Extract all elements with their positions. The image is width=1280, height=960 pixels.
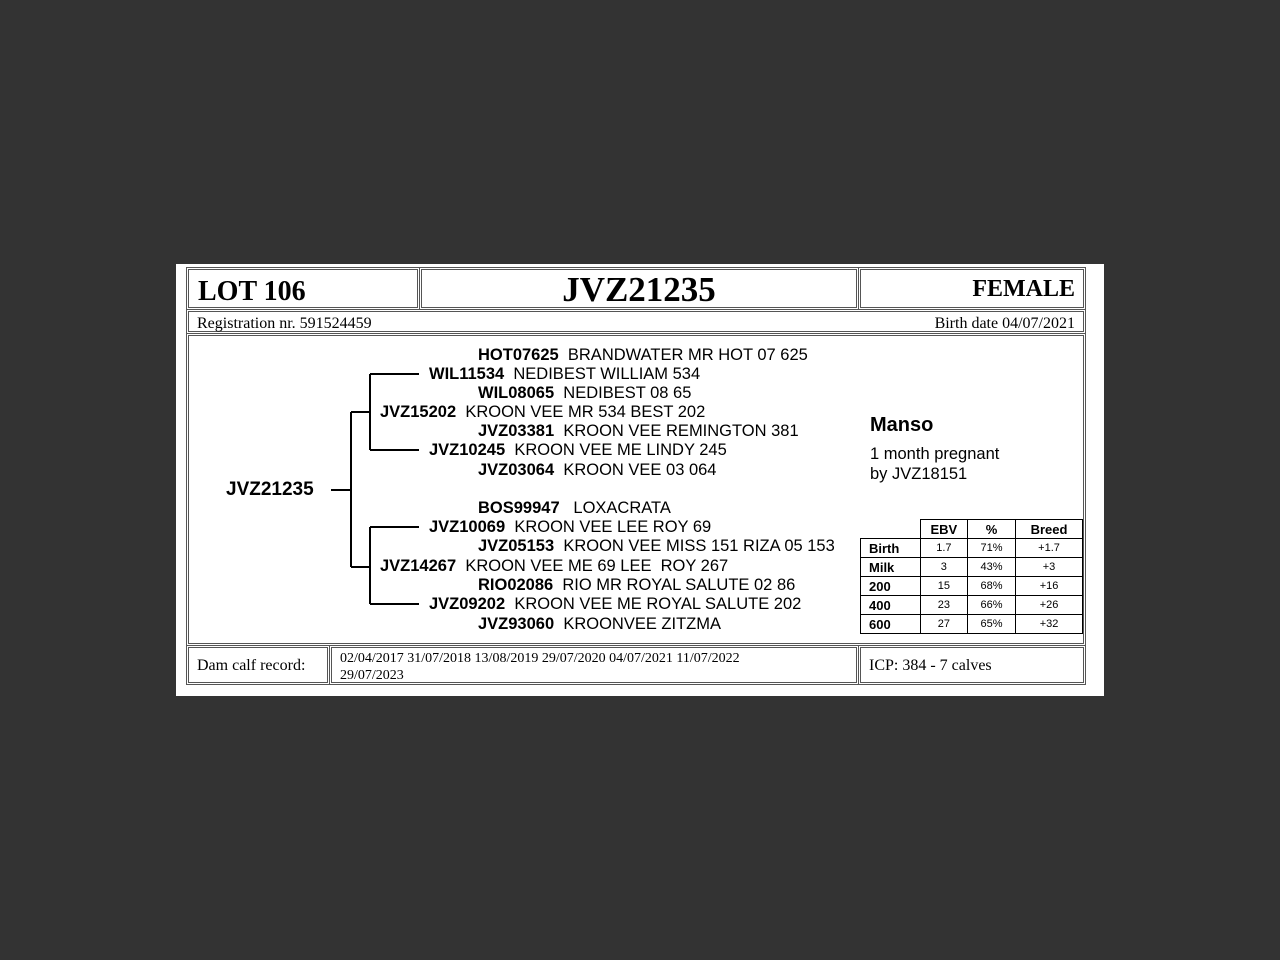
ebv-corner <box>861 520 921 539</box>
icp-summary: ICP: 384 - 7 calves <box>858 645 1086 685</box>
registration-row <box>186 309 1086 334</box>
breed-header: Breed <box>1016 520 1083 539</box>
pedigree-sdd: JVZ03064 KROON VEE 03 064 <box>478 461 717 479</box>
ebv-row-milk: Milk 3 43% +3 <box>861 558 1083 577</box>
pedigree-sss: HOT07625 BRANDWATER MR HOT 07 625 <box>478 346 808 364</box>
pedigree-dsd: JVZ05153 KROON VEE MISS 151 RIZA 05 153 <box>478 537 835 555</box>
calf-record-label: Dam calf record: <box>186 645 330 685</box>
calf-record-dates <box>329 645 859 685</box>
pregnancy-info <box>870 444 999 484</box>
pedigree-ds: JVZ10069 KROON VEE LEE ROY 69 <box>429 518 712 536</box>
pedigree-ss: WIL11534 NEDIBEST WILLIAM 534 <box>429 365 701 383</box>
bull-name: Manso <box>870 414 934 436</box>
pedigree-ssd: WIL08065 NEDIBEST 08 65 <box>478 384 692 402</box>
registration-number: Registration nr. 591524459 <box>197 315 372 332</box>
animal-code-title: JVZ21235 <box>419 267 859 310</box>
sex-label: FEMALE <box>858 267 1086 310</box>
pedigree-dd: JVZ09202 KROON VEE ME ROYAL SALUTE 202 <box>429 595 802 613</box>
pregnancy-sire: by JVZ18151 <box>870 465 968 483</box>
lot-card <box>176 264 1104 696</box>
pregnancy-status: 1 month pregnant <box>870 445 1000 463</box>
pct-header: % <box>968 520 1016 539</box>
lot-number: LOT 106 <box>186 267 420 310</box>
ebv-row-400: 400 23 66% +26 <box>861 596 1083 615</box>
ebv-header: EBV <box>920 520 967 539</box>
pedigree-ddd: JVZ93060 KROONVEE ZITZMA <box>478 615 722 633</box>
pedigree-dam: JVZ14267 KROON VEE ME 69 LEE ROY 267 <box>380 557 729 575</box>
ebv-row-birth: Birth 1.7 71% +1.7 <box>861 539 1083 558</box>
calf-dates-line2: 29/07/2023 <box>340 668 404 683</box>
pedigree-sds: JVZ03381 KROON VEE REMINGTON 381 <box>478 422 799 440</box>
ebv-row-600: 600 27 65% +32 <box>861 615 1083 634</box>
pedigree-dss: BOS99947 LOXACRATA <box>478 499 671 517</box>
ebv-row-200: 200 15 68% +16 <box>861 577 1083 596</box>
pedigree-sire: JVZ15202 KROON VEE MR 534 BEST 202 <box>380 403 706 421</box>
ebv-table <box>860 519 1083 634</box>
pedigree-sd: JVZ10245 KROON VEE ME LINDY 245 <box>429 441 727 459</box>
pedigree-dds: RIO02086 RIO MR ROYAL SALUTE 02 86 <box>478 576 796 594</box>
animal-id: JVZ21235 <box>226 479 314 500</box>
pedigree-panel <box>186 333 1086 646</box>
birth-date: Birth date 04/07/2021 <box>934 315 1075 332</box>
calf-dates-line1: 02/04/2017 31/07/2018 13/08/2019 29/07/2020 04/07/2021 11/07/2022 <box>340 651 740 666</box>
